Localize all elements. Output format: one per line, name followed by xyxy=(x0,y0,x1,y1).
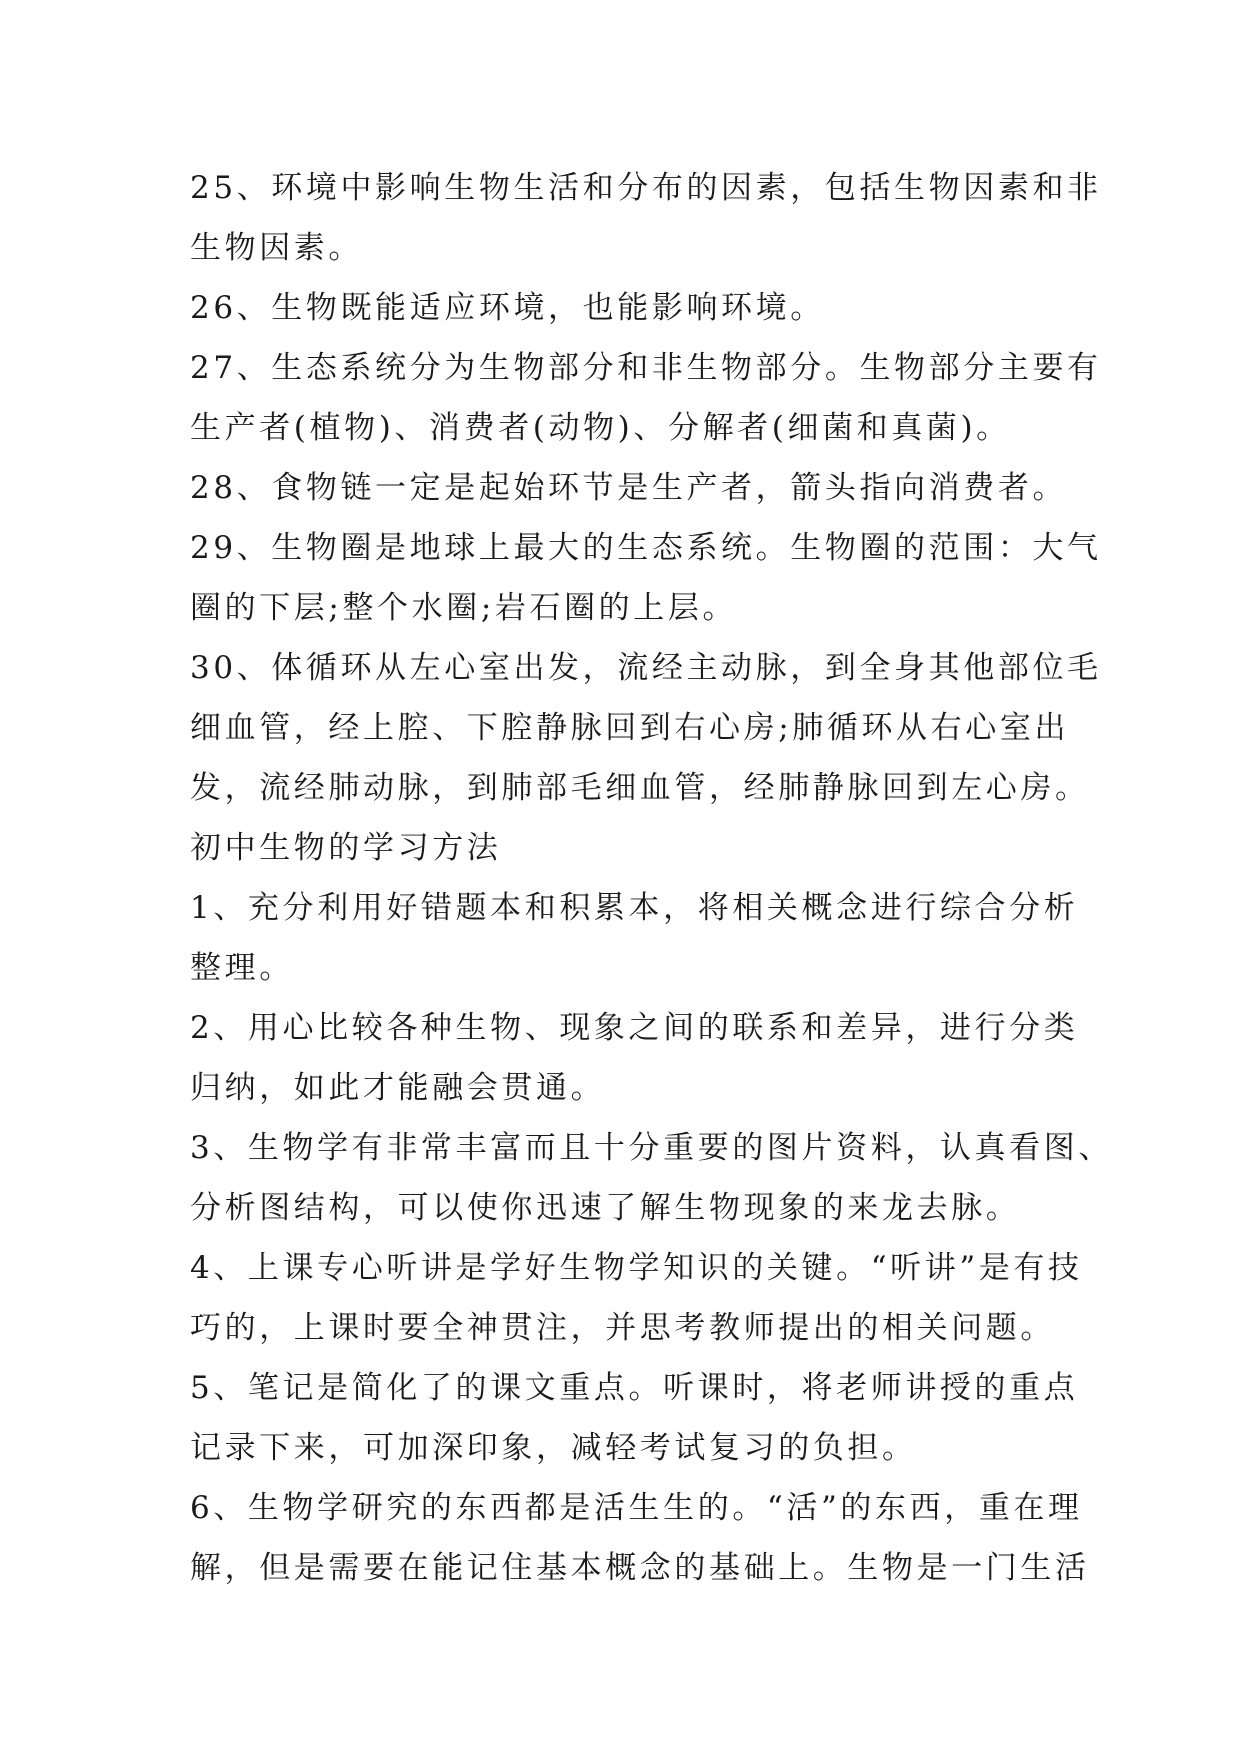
text-line: 5、笔记是简化了的课文重点。听课时，将老师讲授的重点 xyxy=(190,1370,1079,1406)
text-line: 4、上课专心听讲是学好生物学知识的关键。“听讲”是有技 xyxy=(190,1250,1083,1286)
text-line: 记录下来，可加深印象，减轻考试复习的负担。 xyxy=(190,1430,917,1466)
text-line: 3、生物学有非常丰富而且十分重要的图片资料，认真看图、 xyxy=(190,1130,1113,1166)
document-page xyxy=(190,158,1113,1598)
text-line: 6、生物学研究的东西都是活生生的。“活”的东西，重在理 xyxy=(190,1490,1083,1526)
text-line: 巧的，上课时要全神贯注，并思考教师提出的相关问题。 xyxy=(190,1310,1055,1346)
text-line: 细血管，经上腔、下腔静脉回到右心房;肺循环从右心室出 xyxy=(190,710,1070,746)
text-line: 圈的下层;整个水圈;岩石圈的上层。 xyxy=(190,590,738,626)
text-line: 解，但是需要在能记住基本概念的基础上。生物是一门生活 xyxy=(190,1550,1090,1586)
text-line: 生产者(植物)、消费者(动物)、分解者(细菌和真菌)。 xyxy=(190,410,1011,446)
text-line: 25、环境中影响生物生活和分布的因素，包括生物因素和非 xyxy=(190,170,1102,206)
text-line: 28、食物链一定是起始环节是生产者，箭头指向消费者。 xyxy=(190,470,1068,506)
text-line: 1、充分利用好错题本和积累本，将相关概念进行综合分析 xyxy=(190,890,1079,926)
text-line: 26、生物既能适应环境，也能影响环境。 xyxy=(190,290,825,326)
section-heading: 初中生物的学习方法 xyxy=(190,830,502,866)
text-line: 30、体循环从左心室出发，流经主动脉，到全身其他部位毛 xyxy=(190,650,1102,686)
text-line: 分析图结构，可以使你迅速了解生物现象的来龙去脉。 xyxy=(190,1190,1021,1226)
text-line: 生物因素。 xyxy=(190,230,363,266)
text-line: 归纳，如此才能融会贯通。 xyxy=(190,1070,606,1106)
text-line: 2、用心比较各种生物、现象之间的联系和差异，进行分类 xyxy=(190,1010,1079,1046)
text-line: 整理。 xyxy=(190,950,294,986)
text-line: 27、生态系统分为生物部分和非生物部分。生物部分主要有 xyxy=(190,350,1102,386)
text-line: 发，流经肺动脉，到肺部毛细血管，经肺静脉回到左心房。 xyxy=(190,770,1090,806)
text-line: 29、生物圈是地球上最大的生态系统。生物圈的范围：大气 xyxy=(190,530,1102,566)
